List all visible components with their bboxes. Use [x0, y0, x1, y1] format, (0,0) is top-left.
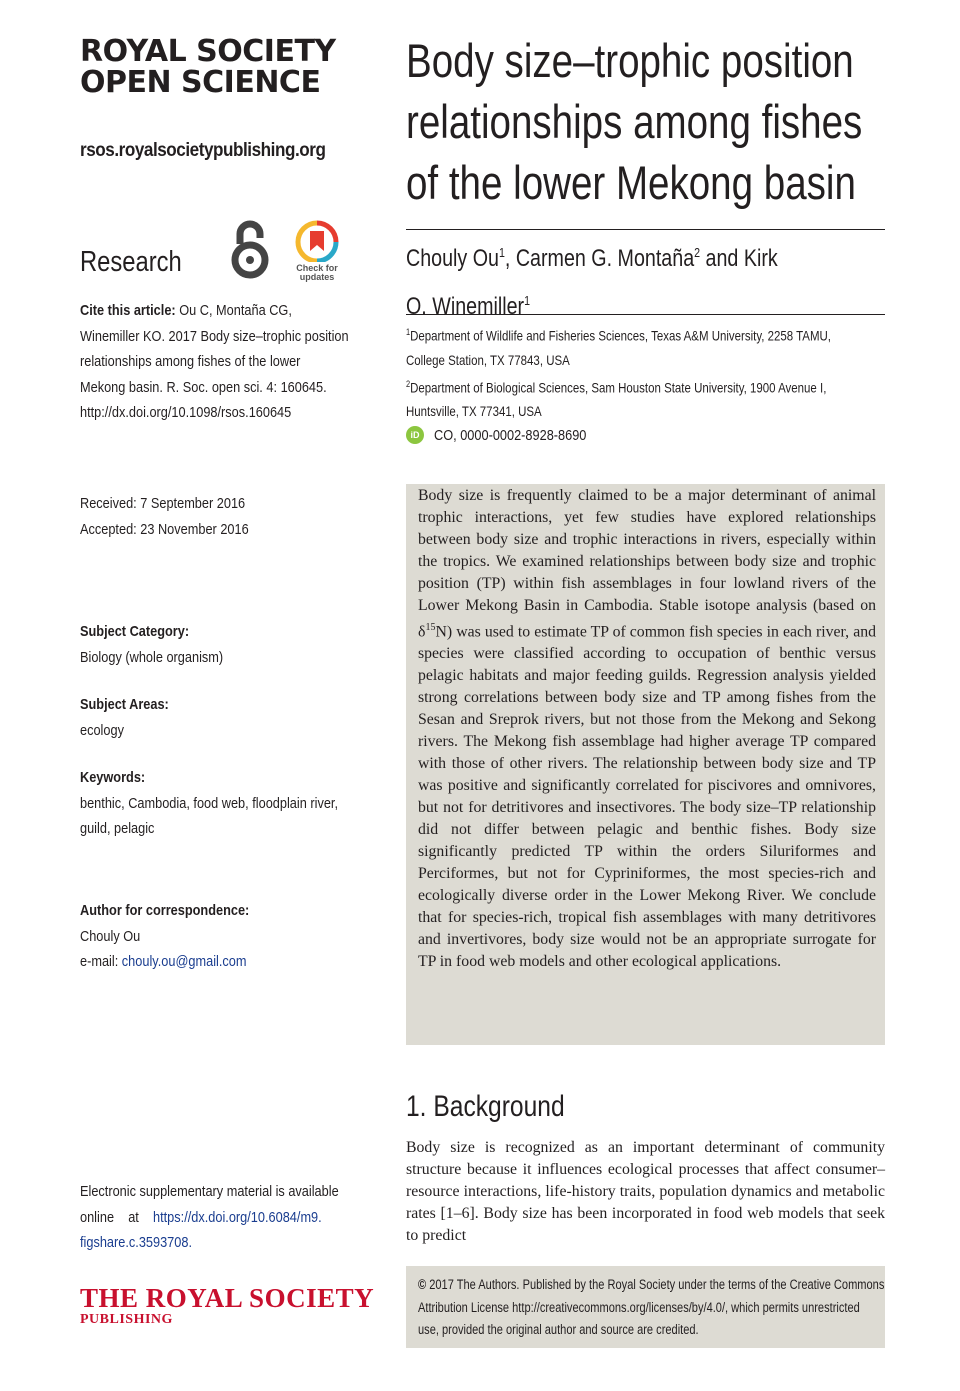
check-updates-label: Check for updates — [296, 263, 338, 282]
dates-block — [80, 491, 249, 542]
correspondence-heading: Author for correspondence: — [80, 902, 250, 919]
subject-category — [80, 619, 223, 670]
cite-line-0: Ou C, Montaña CG, — [175, 302, 292, 319]
esm-link[interactable]: https://dx.doi.org/10.6084/m9. — [153, 1208, 322, 1226]
journal-url[interactable]: rsos.royalsocietypublishing.org — [80, 140, 326, 161]
journal-name-line1: ROYAL SOCIETY — [80, 34, 336, 69]
license-line2: Attribution License http://creativecommons.org/licenses/by/4.0/, which permits unrestricted — [418, 1299, 860, 1315]
article-title — [406, 30, 863, 213]
abstract-text: Body size is frequently claimed to be a major determinant of animal trophic interactions, yet few studies have explored relationships between body size and trophic interactions in rivers, especially within the tropics. We examined relationships between body size and trophic position (TP) within fish assemblages in four lowland rivers of the Lower Mekong Basin in Cambodia. Stable isotope analysis (based on $\delta^{15}N$) was used to estimate TP of common fish species in each river, and species were classified according to occupation of benthic versus pelagic habitats and major feeding guilds. Regression analysis yielded strong correlations between body size and TP among fishes from the Sesan and Sreprok rivers, but not those from the Mekong and Sekong rivers. The Mekong fish assemblage had higher average TP compared with those of other rivers. The relationship between body size and TP was positive and significantly correlated for piscivores and omnivores, but not for detritivores and insectivores. The body size–TP relationship did not differ between pelagic and benthic fishes. Body size significantly predicted TP within the orders Siluriformes and Perciformes, but not for Cypriniformes, the most species-rich and ecologically diverse order in the Lower Mekong River. We conclude that for species-rich, tropical fish assemblages with many detritivores and invertivores, body size would not be an appropriate surrogate for TP in food web models and other ecological applications. — [418, 487, 876, 971]
check-for-updates-badge[interactable] — [291, 220, 343, 282]
title-line-1: Body size–trophic position — [406, 34, 854, 87]
cite-line-1: Winemiller KO. 2017 Body size–trophic position — [80, 327, 349, 345]
email-label: e-mail: — [80, 953, 122, 970]
affiliation-1-line2: College Station, TX 77843, USA — [406, 351, 570, 368]
accepted-date: Accepted: 23 November 2016 — [80, 520, 249, 538]
correspondence-name: Chouly Ou — [80, 927, 141, 945]
journal-name-line2: OPEN SCIENCE — [80, 65, 321, 100]
background-text: Body size is recognized as an important determinant of community structure because it influences ecological processes that affect consumer–resource interactions, life-history traits, population dynamics and metabolic rates [1–6]. Body size has been incorporated in food web models that seek to predict — [406, 1139, 885, 1244]
subject-category-heading: Subject Category: — [80, 623, 190, 640]
subject-category-value: Biology (whole organism) — [80, 648, 224, 666]
keywords-line1: benthic, Cambodia, food web, floodplain river, — [80, 794, 338, 812]
check-updates-icon — [295, 220, 339, 262]
orcid-icon: iD — [406, 426, 424, 444]
subject-areas — [80, 692, 169, 743]
open-access-icon — [228, 220, 272, 280]
cite-line-3: Mekong basin. R. Soc. open sci. 4: 160645. — [80, 378, 327, 396]
section-label: Research — [80, 246, 182, 278]
affiliation-2-line2: Huntsville, TX 77341, USA — [406, 403, 542, 420]
title-line-3: of the lower Mekong basin — [406, 156, 856, 209]
publisher-line2: PUBLISHING — [80, 1312, 173, 1327]
subject-areas-value: ecology — [80, 721, 124, 739]
cite-line-2: relationships among fishes of the lower — [80, 353, 301, 370]
supplementary-material — [80, 1179, 339, 1256]
cite-doi[interactable]: http://dx.doi.org/10.1098/rsos.160645 — [80, 404, 292, 421]
author-1: Chouly Ou — [406, 245, 499, 272]
received-date: Received: 7 September 2016 — [80, 495, 246, 512]
author-3-part: and Kirk — [700, 245, 778, 272]
esm-line1: Electronic supplementary material is available — [80, 1183, 339, 1200]
author-3-rest: O. Winemiller — [406, 293, 525, 320]
journal-logo — [80, 36, 380, 98]
copyright-icon: © — [418, 1277, 427, 1292]
license-box — [406, 1266, 885, 1348]
publisher-logo — [80, 1284, 374, 1328]
correspondence — [80, 898, 249, 975]
affiliation-2-line1: Department of Biological Sciences, Sam Houston State University, 1900 Avenue I, — [410, 379, 827, 396]
section-heading-background: 1. Background — [406, 1090, 565, 1123]
abstract-box — [406, 484, 885, 1045]
esm-line3[interactable]: figshare.c.3593708. — [80, 1234, 193, 1251]
authors: Chouly Ou$^1$, Carmen G. Montaña$^2$ and Kirk O. Winemiller$^1$ — [406, 245, 778, 320]
email-link[interactable]: chouly.ou@gmail.com — [121, 953, 247, 970]
author-2: , Carmen G. Montaña — [504, 245, 695, 272]
cite-label: Cite this article: — [80, 302, 176, 319]
affiliation-1-line1: Department of Wildlife and Fisheries Sciences, Texas A&M University, 2258 TAMU, — [410, 327, 832, 344]
orcid[interactable] — [406, 426, 613, 444]
authors-divider — [406, 314, 885, 315]
subject-areas-heading: Subject Areas: — [80, 696, 169, 713]
orcid-id: CO, 0000-0002-8928-8690 — [434, 426, 587, 444]
title-divider — [406, 229, 885, 230]
publisher-line1: THE ROYAL SOCIETY — [80, 1283, 375, 1313]
keywords-heading: Keywords: — [80, 769, 146, 786]
citation-block — [80, 298, 349, 426]
title-line-2: relationships among fishes — [406, 95, 863, 148]
keywords-line2: guild, pelagic — [80, 820, 155, 837]
license-line3: use, provided the original author and source are credited. — [418, 1322, 699, 1337]
esm-line2-prefix: online at — [80, 1208, 154, 1226]
license-text: © 2017 The Authors. Published by the Royal Society under the terms of the Creative Commons Attribution License http://creativecommons.org/licenses/by/4.0/, which permits unrestricted use, provided the original author and source are credited. — [418, 1274, 884, 1342]
affiliations: $^1$Department of Wildlife and Fisheries Sciences, Texas A&M University, 2258 TAMU, College Station, TX 77843, USA $^2$Department of Biological Sciences, Sam Houston State University, 1900 Avenue I, Huntsville, TX 77341, USA — [406, 320, 831, 423]
keywords — [80, 765, 338, 842]
